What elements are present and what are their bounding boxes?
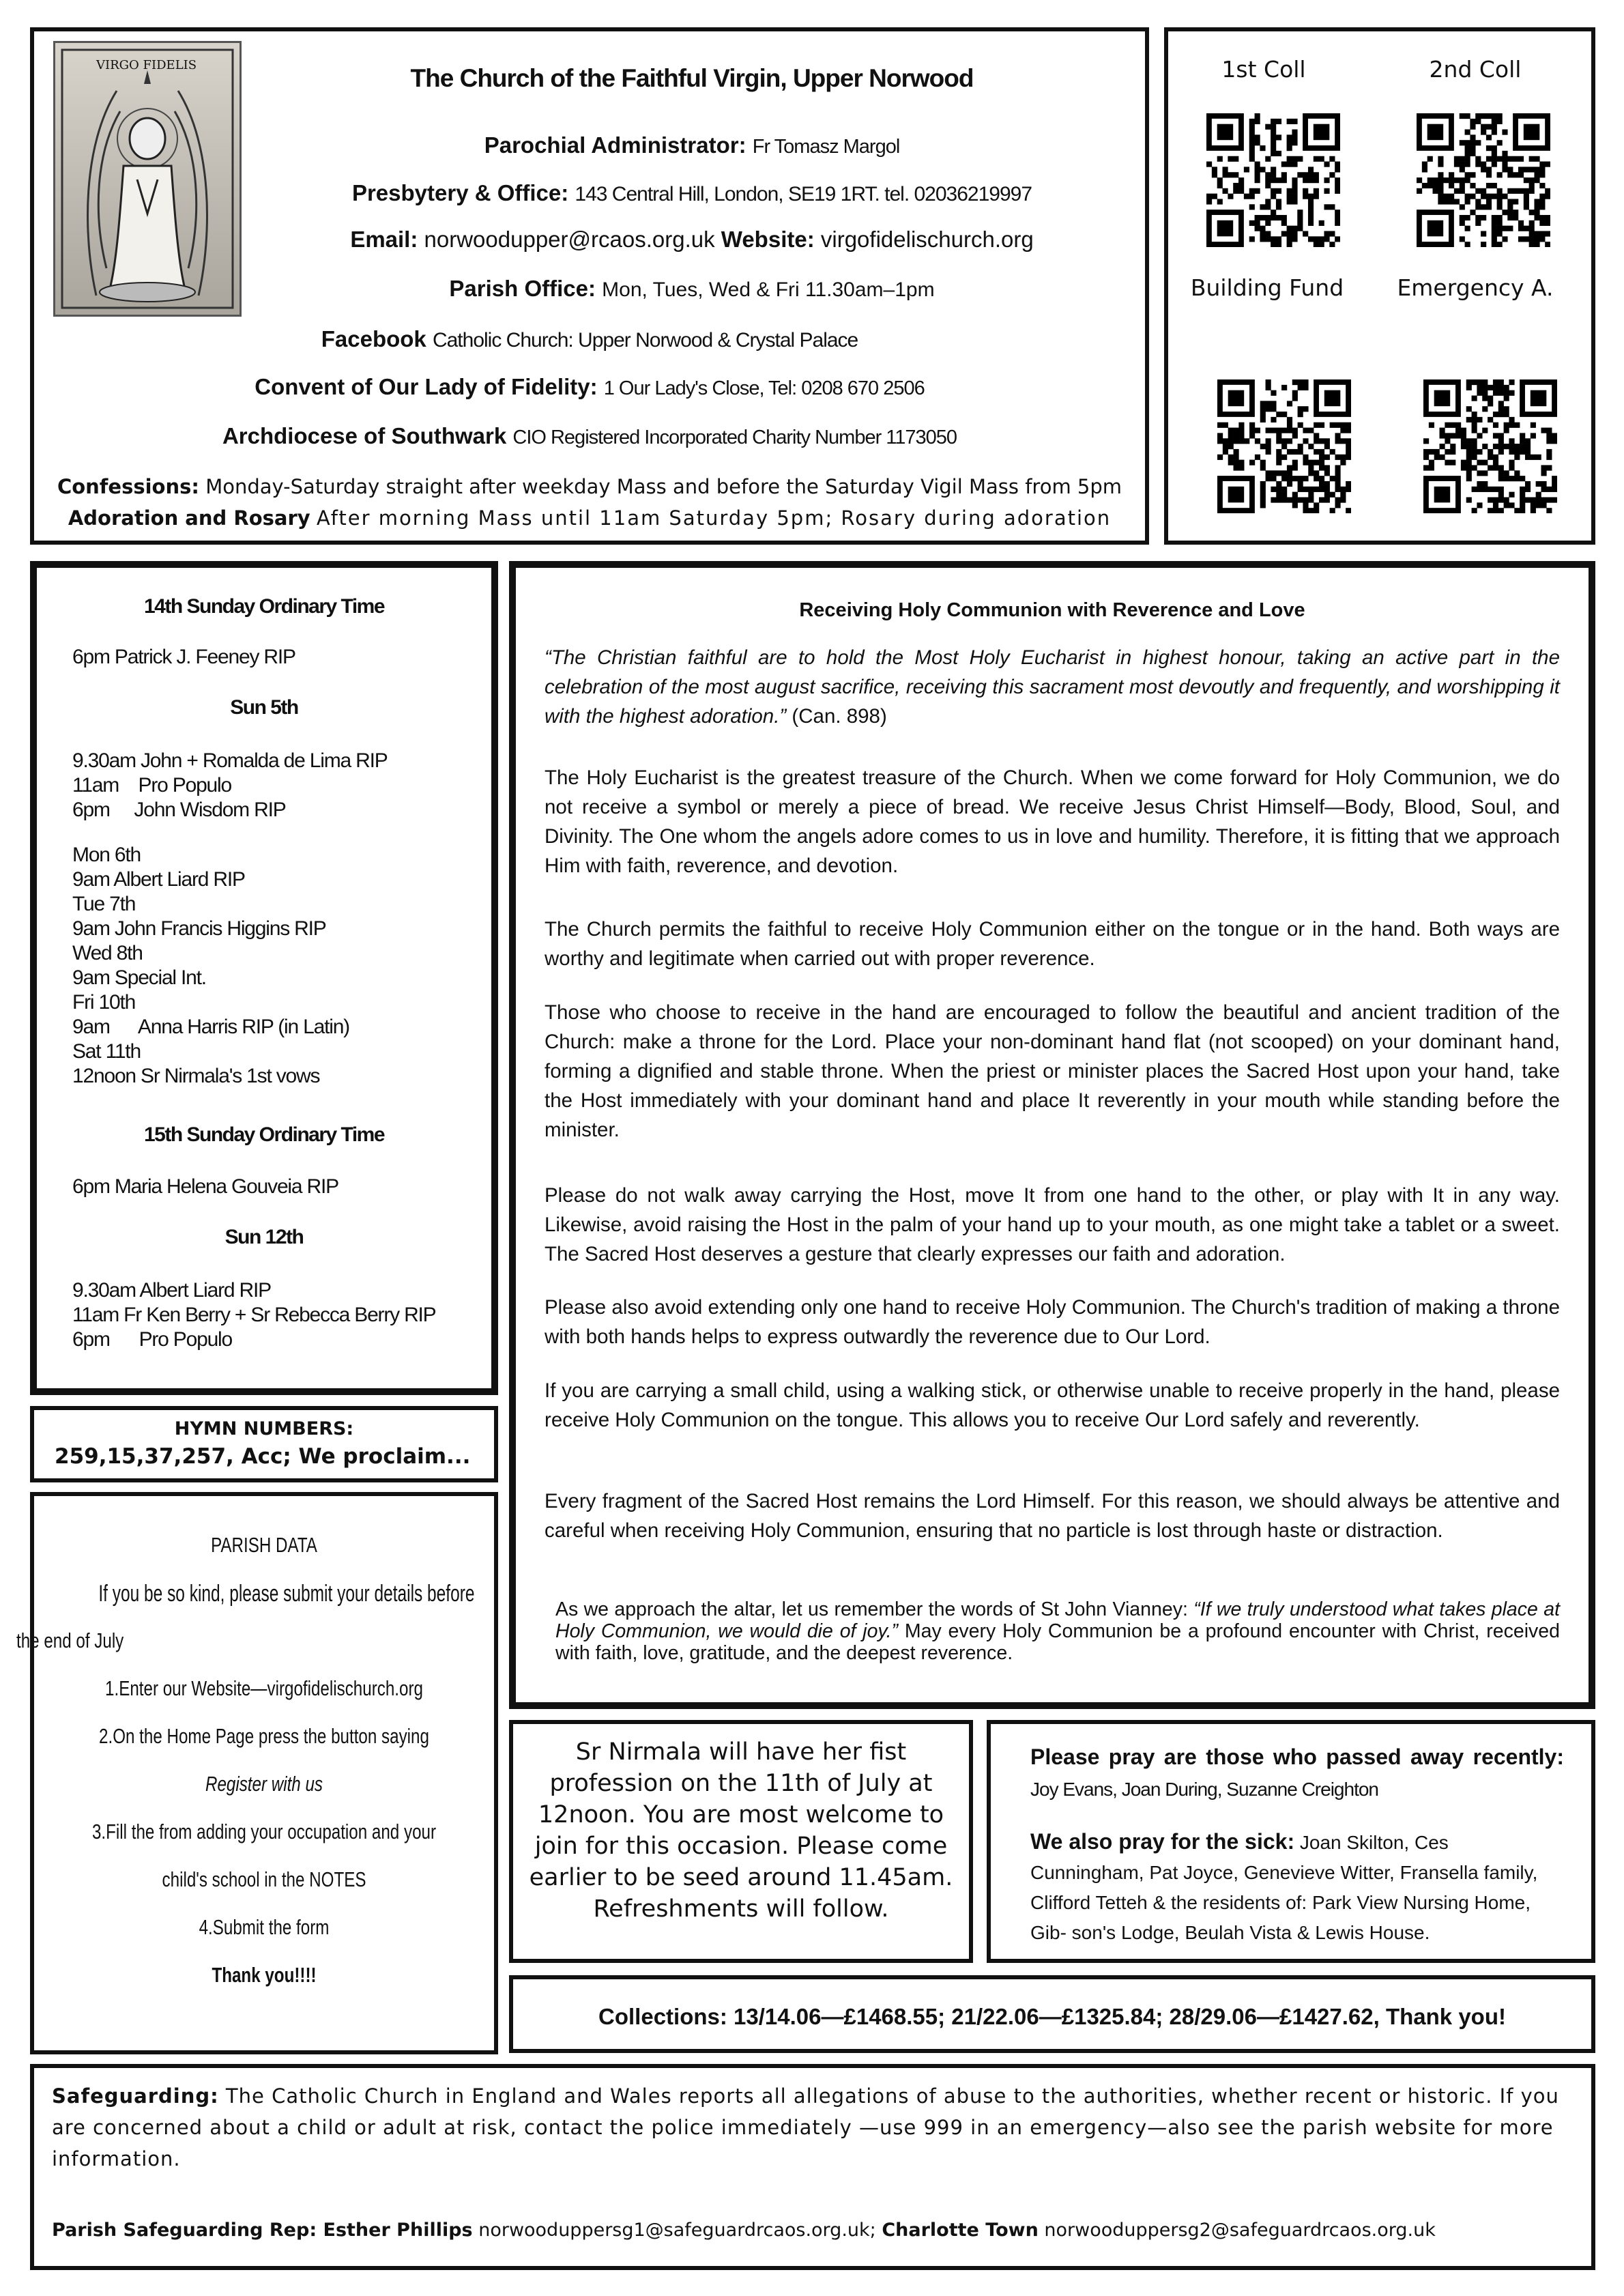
mass-row: 9.30am John + Romalda de Lima RIP — [72, 749, 388, 772]
parish-data-line: 4.Submit the form — [199, 1915, 330, 1939]
archdiocese-line: Archdiocese of Southwark CIO Registered Incorporated Charity Number 1173050 — [222, 423, 957, 448]
article-title: Receiving Holy Communion with Reverence and Love — [799, 599, 1305, 621]
sick-list: We also pray for the sick: Joan Skilton, Ces Cunningham, Pat Joyce, Genevieve Witter, Fransella family, Clifford Tetteh & the residents of: Park View Nursing Home, Gib- son's Lodge, Beulah Vista & Lewis House. — [1030, 1829, 1538, 1943]
article-quote: “The Christian faithful are to hold the Most Holy Eucharist in highest honour, taking an active part in the celebration of the most august sacrifice, receiving this sacrament most devoutly and frequently, and worshipping it with the highest adoration.” (Can. 898) — [545, 646, 1560, 728]
deceased-list: Please pray are those who passed away recently: Joy Evans, Joan During, Suzanne Creighton — [1030, 1745, 1564, 1800]
parish-data-line: 2.On the Home Page press the button saying — [99, 1724, 429, 1748]
day-label: Wed 8th — [72, 942, 143, 964]
mass-row: 9.30am Albert Liard RIP — [72, 1279, 271, 1302]
second-collection-label: 2nd Coll — [1429, 56, 1522, 83]
rep2-email-link[interactable]: norwooduppersg2@safeguardrcaos.org.uk — [1038, 2220, 1436, 2241]
church-logo-image — [53, 41, 242, 317]
safeguarding-box — [30, 2064, 1595, 2270]
rep1-email-link[interactable]: norwooduppersg1@safeguardrcaos.org.uk; — [472, 2220, 882, 2241]
profession-notice: Sr Nirmala will have her fist profession on the 11th of July at 12noon. You are most welcome to join for this occasion. Please come earlier to be seed around 11.45am. Refreshments will follow. — [529, 1738, 953, 1923]
mass-intentions-box — [30, 561, 498, 1395]
confessions-line: Confessions: Monday-Saturday straight after weekday Mass and before the Saturday Vigil Mass from 5pm — [57, 475, 1122, 498]
convent-line: Convent of Our Lady of Fidelity: 1 Our Lady's Close, Tel: 0208 670 2506 — [255, 374, 925, 399]
virgin-mary-icon — [55, 43, 240, 315]
qr-codes-box — [1164, 27, 1595, 545]
administrator-line: Parochial Administrator: Fr Tomasz Margol — [484, 132, 900, 158]
website-link[interactable]: virgofidelischurch.org — [820, 227, 1034, 252]
safeguarding-text: Safeguarding: The Catholic Church in England and Wales reports all allegations of abuse to the authorities, whether recent or historic. If you are concerned about a child or adult at risk, contact the police immediately —use 999 in an emergency—also see the parish website for more information. — [52, 2084, 1559, 2170]
qr-code-icon-building-fund[interactable] — [1206, 113, 1340, 247]
article-paragraph: If you are carrying a small child, using a walking stick, or otherwise unable to receive properly in the hand, please receive Holy Communion on the tongue. This allows you to receive Our Lord safely and reverently. — [545, 1379, 1560, 1431]
collections-text: Collections: 13/14.06—£1468.55; 21/22.06—£1325.84; 28/29.06—£1427.62, Thank you! — [598, 2004, 1506, 2029]
parish-data-line: child's school in the NOTES — [162, 1867, 366, 1891]
hymn-numbers-box — [30, 1406, 498, 1482]
parish-data-line: If you be so kind, please submit your details before — [98, 1581, 475, 1607]
article-closing: As we approach the altar, let us remember the words of St John Vianney: “If we truly understood what takes place at Holy Communion, we would die of joy.” May every Holy Communion be a profound encounter with Christ, received with faith, love, gratitude, and the deepest reverence. — [555, 1598, 1560, 1664]
article-paragraph: Please do not walk away carrying the Host, move It from one hand to the other, or play with It in any way. Likewise, avoid raising the Host in the palm of your hand up to your mouth, as one might take a tablet or a sweet. The Sacred Host deserves a gesture that clearly expresses our faith and adoration. — [545, 1184, 1560, 1265]
presbytery-line: Presbytery & Office: 143 Central Hill, London, SE19 1RT. tel. 02036219997 — [351, 180, 1032, 205]
register-link[interactable]: Register with us — [205, 1772, 323, 1796]
email-link[interactable]: norwoodupper@rcaos.org.uk — [424, 227, 715, 252]
day-heading: Sun 5th — [230, 696, 298, 719]
parish-data-line: the end of July — [16, 1628, 124, 1652]
first-collection-label: 1st Coll — [1221, 56, 1306, 83]
article-paragraph: Please also avoid extending only one hand to receive Holy Communion. The Church's tradition of making a throne with both hands helps to express outwardly the reverence due to Our Lord. — [545, 1296, 1560, 1348]
article-paragraph: The Holy Eucharist is the greatest treasure of the Church. When we come forward for Holy Communion, we do not receive a symbol or merely a piece of bread. We receive Jesus Christ Himself—Body, Blood, Soul, and Divinity. The One whom the angels adore comes to us in love and humility. Therefore, it is fitting that we approach Him with faith, reverence, and devotion. — [545, 766, 1560, 877]
article-paragraph: The Church permits the faithful to receive Holy Communion either on the tongue or in the hand. Both ways are worthy and legitimate when carried out with proper reverence. — [545, 918, 1560, 970]
parish-data-line: 1.Enter our Website—virgofidelischurch.org — [105, 1676, 423, 1700]
adoration-line: Adoration and Rosary After morning Mass until 11am Saturday 5pm; Rosary during adoration — [68, 506, 1112, 530]
hymn-numbers: 259,15,37,257, Acc; We proclaim... — [55, 1444, 471, 1469]
prayer-list-box — [987, 1720, 1595, 1963]
day-heading: Sun 12th — [224, 1226, 304, 1248]
qr-code-icon-second-building[interactable] — [1217, 379, 1351, 513]
parish-data-line: 3.Fill the from adding your occupation and your — [91, 1820, 437, 1843]
sunday-heading: 14th Sunday Ordinary Time — [143, 595, 385, 618]
mass-row: 9am Anna Harris RIP (in Latin) — [72, 1016, 349, 1038]
office-hours-line: Parish Office: Mon, Tues, Wed & Fri 11.30am–1pm — [449, 276, 935, 301]
parish-data-box — [16, 1492, 498, 2054]
day-label: Fri 10th — [72, 991, 136, 1014]
communion-article-box — [509, 561, 1595, 1709]
qr-code-icon-emergency[interactable] — [1417, 113, 1550, 247]
article-paragraph: Those who choose to receive in the hand are encouraged to follow the beautiful and ancient tradition of the Church: make a throne for the Lord. Place your non-dominant hand flat (not scooped) on your dominant hand, forming a dignified and stable throne. When the priest or minister places the Sacred Host upon your hand, take the Host immediately with your dominant hand and place It reverently in your mouth while standing before the minister. — [545, 1001, 1560, 1141]
article-paragraph: Every fragment of the Sacred Host remains the Lord Himself. For this reason, we should always be attentive and careful when receiving Holy Communion, ensuring that no particle is lost through haste or distraction. — [545, 1490, 1560, 1542]
collections-box — [509, 1975, 1595, 2053]
mass-row: 9am Albert Liard RIP — [72, 868, 245, 891]
mass-row: 9am John Francis Higgins RIP — [72, 917, 326, 940]
mass-row: 9am Special Int. — [72, 966, 206, 989]
parish-data-thanks: Thank you!!!! — [212, 1963, 317, 1987]
hymn-label: HYMN NUMBERS: — [174, 1418, 354, 1439]
header-box — [30, 27, 1149, 545]
day-label: Mon 6th — [72, 844, 141, 866]
parish-data-title: PARISH DATA — [211, 1533, 317, 1557]
church-title: The Church of the Faithful Virgin, Upper Norwood — [410, 64, 974, 92]
safeguarding-reps: Parish Safeguarding Rep: Esther Phillips norwooduppersg1@safeguardrcaos.org.uk; Charlotte Town norwooduppersg2@safeguardrcaos.org.uk — [52, 2220, 1436, 2241]
qr-code-icon-second-emergency[interactable] — [1423, 379, 1557, 513]
mass-row: 12noon Sr Nirmala's 1st vows — [72, 1065, 320, 1087]
mass-row: 6pm Patrick J. Feeney RIP — [72, 646, 295, 668]
profession-notice-box — [509, 1720, 973, 1963]
day-label: Sat 11th — [72, 1040, 141, 1063]
mass-row: 6pm John Wisdom RIP — [72, 799, 286, 821]
day-label: Tue 7th — [72, 893, 136, 915]
mass-row: 11am Fr Ken Berry + Sr Rebecca Berry RIP — [72, 1304, 436, 1326]
mass-row: 11am Pro Populo — [72, 774, 231, 797]
facebook-line: Facebook Catholic Church: Upper Norwood & Crystal Palace — [321, 326, 858, 351]
mass-row: 6pm Maria Helena Gouveia RIP — [72, 1175, 338, 1198]
contact-line: Email: norwoodupper@rcaos.org.uk Website: virgofidelischurch.org — [350, 227, 1034, 252]
building-fund-label: Building Fund — [1190, 274, 1344, 301]
svg-text:VIRGO FIDELIS: VIRGO FIDELIS — [96, 58, 197, 72]
mass-row: 6pm Pro Populo — [72, 1328, 233, 1351]
emergency-label: Emergency A. — [1397, 274, 1554, 301]
sunday-heading: 15th Sunday Ordinary Time — [143, 1123, 385, 1146]
